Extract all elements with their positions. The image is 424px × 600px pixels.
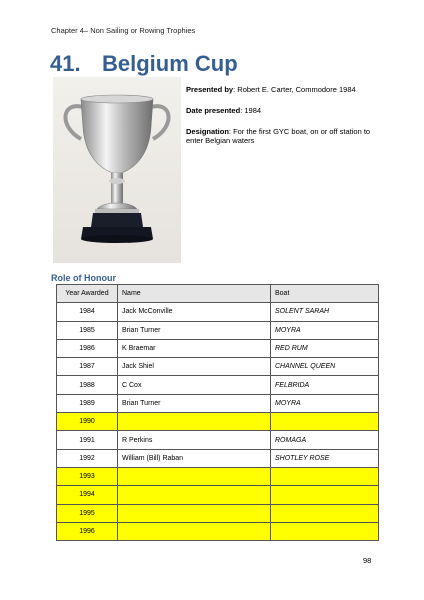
boat-cell: MOYRA <box>271 394 379 412</box>
year-cell: 1984 <box>57 303 118 321</box>
column-header-boat: Boat <box>271 285 379 303</box>
date-presented-label: Date presented <box>186 106 241 115</box>
boat-cell: MOYRA <box>271 321 379 339</box>
name-cell <box>118 413 271 431</box>
name-cell: Brian Turner <box>118 394 271 412</box>
year-cell: 1991 <box>57 431 118 449</box>
year-cell: 1986 <box>57 339 118 357</box>
table-row <box>57 321 379 339</box>
trophy-name: Belgium Cup <box>102 51 238 76</box>
table-row <box>57 449 379 467</box>
year-cell: 1992 <box>57 449 118 467</box>
year-cell: 1995 <box>57 504 118 522</box>
designation-label: Designation <box>186 127 229 136</box>
name-cell: C Cox <box>118 376 271 394</box>
boat-cell: FELBRIDA <box>271 376 379 394</box>
year-cell: 1994 <box>57 486 118 504</box>
table-row <box>57 339 379 357</box>
presented-by-label: Presented by <box>186 85 234 94</box>
boat-cell <box>271 467 379 485</box>
boat-cell: RED RUM <box>271 339 379 357</box>
boat-cell <box>271 504 379 522</box>
name-cell: Jack McConville <box>118 303 271 321</box>
name-cell: K Braemar <box>118 339 271 357</box>
name-cell: William (Bill) Raban <box>118 449 271 467</box>
name-cell <box>118 486 271 504</box>
cup-image <box>53 77 181 263</box>
boat-cell <box>271 522 379 540</box>
table-row <box>57 431 379 449</box>
table-row <box>57 413 379 431</box>
boat-cell <box>271 413 379 431</box>
presented-by-line <box>186 85 376 94</box>
table-row <box>57 504 379 522</box>
trophy-number: 41. <box>50 51 81 76</box>
table-row <box>57 522 379 540</box>
year-cell: 1993 <box>57 467 118 485</box>
honour-table <box>56 284 379 541</box>
table-row <box>57 303 379 321</box>
roll-heading: Role of Honour <box>51 273 116 283</box>
name-cell <box>118 522 271 540</box>
table-row <box>57 376 379 394</box>
date-presented-value: : 1984 <box>240 106 262 115</box>
date-presented-line <box>186 106 376 115</box>
boat-cell: CHANNEL QUEEN <box>271 358 379 376</box>
designation-line <box>186 127 376 145</box>
year-cell: 1990 <box>57 413 118 431</box>
boat-cell <box>271 486 379 504</box>
page-number: 98 <box>363 556 372 565</box>
boat-cell: SHOTLEY ROSE <box>271 449 379 467</box>
name-cell: Brian Turner <box>118 321 271 339</box>
table-header-row <box>57 285 379 303</box>
boat-cell: SOLENT SARAH <box>271 303 379 321</box>
year-cell: 1988 <box>57 376 118 394</box>
trophy-info <box>186 85 376 157</box>
year-cell: 1985 <box>57 321 118 339</box>
year-cell: 1996 <box>57 522 118 540</box>
name-cell: Jack Shiel <box>118 358 271 376</box>
year-cell: 1989 <box>57 394 118 412</box>
table-row <box>57 358 379 376</box>
table-row <box>57 467 379 485</box>
name-cell <box>118 467 271 485</box>
page-title <box>50 51 238 77</box>
table-row <box>57 486 379 504</box>
chapter-header: Chapter 4– Non Sailing or Rowing Trophies <box>51 26 196 35</box>
name-cell: R Perkins <box>118 431 271 449</box>
name-cell <box>118 504 271 522</box>
presented-by-value: : Robert E. Carter, Commodore 1984 <box>233 85 356 94</box>
year-cell: 1987 <box>57 358 118 376</box>
column-header-year: Year Awarded <box>57 285 118 303</box>
designation-value: : For the first GYC boat, on or off station to enter Belgian waters <box>186 127 371 145</box>
table-row <box>57 394 379 412</box>
boat-cell: ROMAGA <box>271 431 379 449</box>
column-header-name: Name <box>118 285 271 303</box>
trophy-photo <box>53 77 181 263</box>
